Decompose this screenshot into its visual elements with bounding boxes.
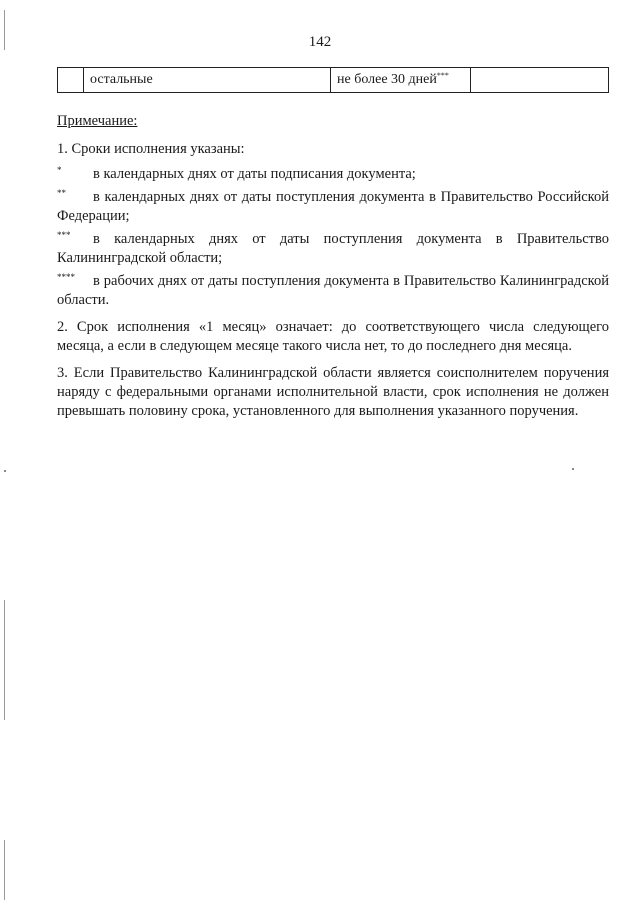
notes-section [57,112,609,421]
note-sub-text: в календарных днях от даты поступления документа в Правительство Калининградской области; [57,231,609,266]
note-sub-item [57,230,609,268]
footnote-star: *** [57,230,71,240]
deadline-footnote-mark: *** [436,71,449,80]
note-sub-text: в календарных днях от даты поступления документа в Правительство Российской Федерации; [57,189,609,224]
table-cell-deadline [331,68,471,92]
note-item-1-title: 1. Сроки исполнения указаны: [57,141,245,157]
note-sub-item [57,165,609,184]
scan-margin-mark [4,600,5,720]
scan-margin-mark [4,840,5,900]
note-item-3: 3. Если Правительство Калининградской области является соисполнителем поручения наряду с федеральными органами исполнительной власти, срок исполнения не должен превышать половину срока, установленного для выполнения указанного поручения. [57,365,609,419]
scan-speck [572,468,574,470]
footnote-star: * [57,165,62,175]
note-sub-text: в календарных днях от даты подписания документа; [93,166,416,182]
note-sub-text: в рабочих днях от даты поступления документа в Правительство Калининградской области. [57,273,609,308]
table-cell-empty-right [471,68,608,92]
table-cell-category: остальные [84,68,331,92]
scan-speck [4,470,6,472]
deadline-text: не более 30 дней [337,72,437,87]
scan-margin-mark [4,10,5,50]
note-sub-item [57,188,609,226]
footnote-star: ** [57,188,66,198]
footnote-star: **** [57,272,75,282]
table-row [57,67,609,93]
note-sub-item [57,272,609,310]
notes-heading: Примечание: [57,113,138,129]
page-number: 142 [308,34,332,50]
table-cell-empty-left [58,68,84,92]
note-item-2: 2. Срок исполнения «1 месяц» означает: до соответствующего числа следующего месяца, а если в следующем месяце такого числа нет, то до последнего дня месяца. [57,319,609,354]
